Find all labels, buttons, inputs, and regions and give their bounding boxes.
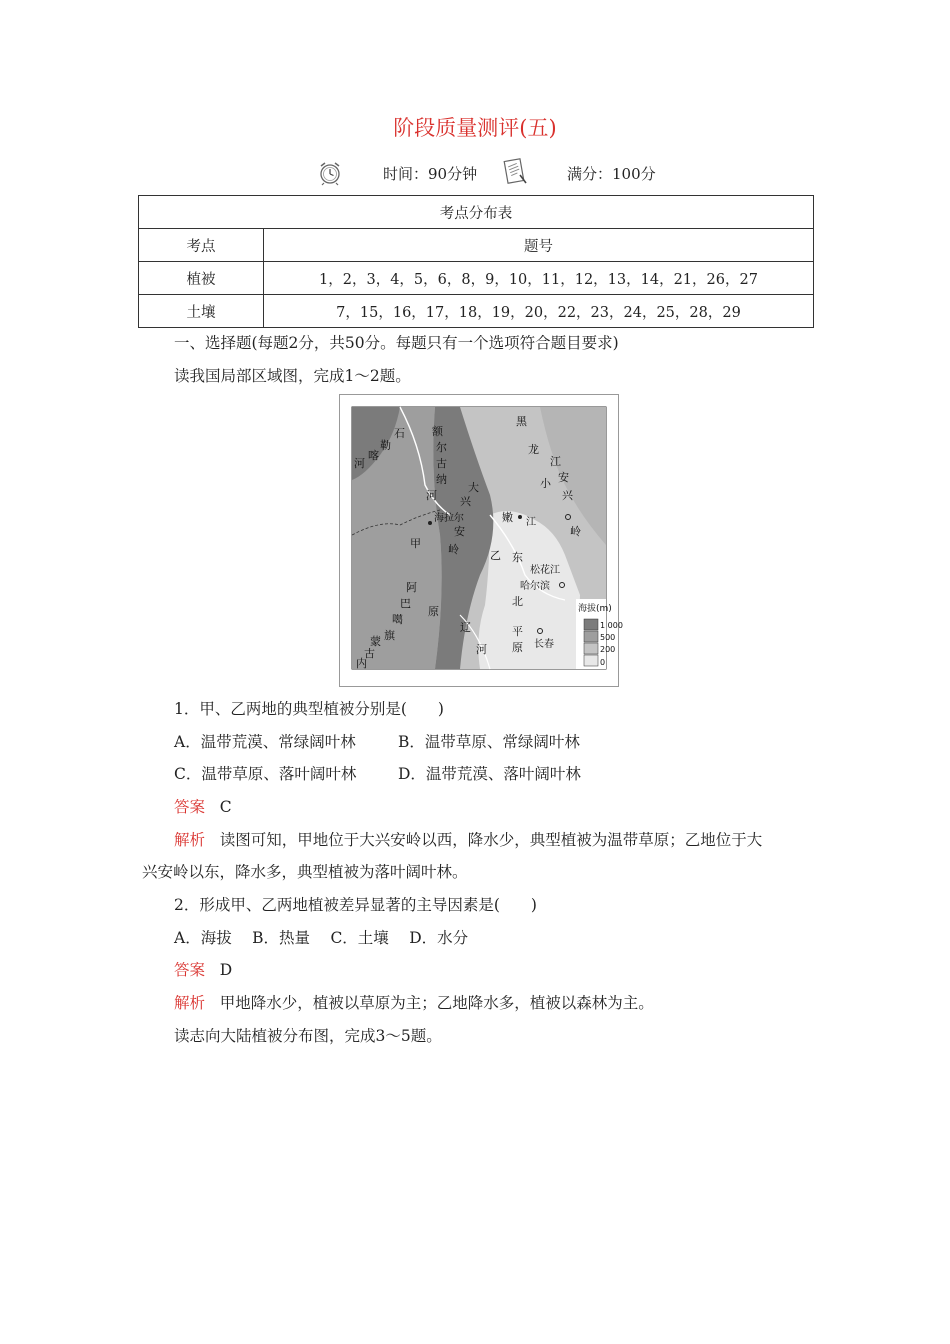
question-2-stem: 2．形成甲、乙两地植被差异显著的主导因素是( )	[174, 896, 537, 914]
map-label: 安	[454, 525, 465, 538]
q1-analysis	[174, 828, 762, 850]
q1-option-c: C．温带草原、落叶阔叶林	[174, 765, 357, 783]
map-label: 安	[558, 471, 569, 484]
map-label: 嫩	[502, 511, 513, 524]
header-topic: 考点	[139, 229, 264, 262]
legend-title: 海拔(m)	[578, 604, 612, 614]
map-label: 甲	[410, 537, 421, 550]
row-topic: 土壤	[139, 295, 264, 328]
analysis-text: 甲地降水少，植被以草原为主；乙地降水多，植被以森林为主。	[219, 994, 654, 1012]
alarm-clock-icon	[318, 160, 342, 186]
intro-text-2: 读志向大陆植被分布图，完成3～5题。	[174, 1027, 442, 1045]
map-label: 噶	[392, 613, 403, 626]
table-row	[139, 295, 814, 328]
map-label: 海拉尔	[434, 513, 464, 524]
map-label: 原	[512, 641, 523, 654]
map-label: 龙	[528, 443, 539, 456]
map-label: 石	[394, 427, 405, 440]
question-1-stem: 1．甲、乙两地的典型植被分别是( )	[174, 700, 444, 718]
row-items: 7，15，16，17，18，19，20，22，23，24，25，28，29	[264, 295, 814, 328]
row-items: 1，2，3，4，5，6，8，9，10，11，12，13，14，21，26，27	[264, 262, 814, 295]
map-label: 巴	[400, 597, 411, 610]
legend-item: 500	[600, 633, 616, 642]
map-label: 长春	[534, 639, 554, 650]
q1-option-b: B．温带草原、常绿阔叶林	[398, 733, 580, 751]
section-heading: 一、选择题(每题2分，共50分。每题只有一个选项符合题目要求)	[174, 334, 619, 352]
exam-paper-icon	[502, 158, 528, 186]
legend-item: 0	[600, 658, 606, 667]
map-label: 岭	[570, 525, 581, 538]
exam-score: 满分：100分	[567, 165, 656, 183]
analysis-label: 解析	[174, 831, 206, 849]
map-label: 旗	[384, 629, 395, 642]
map-label: 哈尔滨	[520, 581, 550, 592]
answer-value: C	[219, 798, 232, 816]
legend-item: 200	[600, 645, 616, 654]
q2-options: A．海拔 B．热量 C．土壤 D．水分	[174, 929, 469, 947]
map-label: 兴	[562, 489, 573, 502]
map-label: 古	[364, 647, 375, 660]
legend-item: 1 000	[600, 621, 623, 630]
map-label: 平	[512, 625, 523, 638]
map-label: 黑	[516, 415, 527, 428]
topic-distribution-table	[138, 195, 814, 328]
map-label: 岭	[448, 543, 459, 556]
map-label: 古	[436, 457, 447, 470]
map-label: 北	[512, 595, 523, 608]
answer-label: 答案	[174, 961, 206, 979]
answer-label: 答案	[174, 798, 206, 816]
q1-answer	[174, 795, 232, 817]
map-label: 阿	[406, 581, 417, 594]
header-items: 题号	[264, 229, 814, 262]
q1-option-a: A．温带荒漠、常绿阔叶林	[174, 733, 356, 751]
map-label: 喀	[368, 449, 379, 462]
q1-analysis-cont: 兴安岭以东，降水多，典型植被为落叶阔叶林。	[142, 863, 468, 881]
intro-text: 读我国局部区域图，完成1～2题。	[174, 367, 411, 385]
map-label: 蒙	[370, 635, 381, 648]
map-label: 松花江	[530, 565, 560, 576]
page-title: 阶段质量测评(五)	[393, 116, 557, 140]
table-row	[139, 262, 814, 295]
map-label: 东	[512, 551, 523, 564]
map-label: 内	[356, 657, 367, 670]
map-label: 江	[526, 517, 536, 528]
analysis-text: 读图可知，甲地位于大兴安岭以西，降水少，典型植被为温带草原；乙地位于大	[219, 831, 763, 849]
map-label: 兴	[460, 495, 471, 508]
map-label: 大	[468, 481, 479, 494]
exam-meta	[0, 158, 950, 188]
map-label: 河	[476, 643, 487, 656]
map-label: 原	[428, 605, 439, 618]
table-caption: 考点分布表	[139, 196, 814, 229]
map-label: 小	[540, 477, 551, 490]
map-label: 江	[550, 455, 561, 468]
q1-option-d: D．温带荒漠、落叶阔叶林	[398, 765, 581, 783]
map-label: 河	[426, 489, 437, 502]
map-label: 尔	[436, 441, 447, 454]
map-label: 纳	[436, 473, 447, 486]
answer-value: D	[219, 961, 233, 979]
exam-time: 时间：90分钟	[383, 165, 478, 183]
analysis-label: 解析	[174, 994, 206, 1012]
map-label: 乙	[490, 549, 501, 562]
map-label: 辽	[460, 621, 471, 634]
map-label: 额	[432, 425, 443, 438]
row-topic: 植被	[139, 262, 264, 295]
region-map	[339, 394, 623, 687]
q2-analysis	[174, 991, 654, 1013]
map-label: 河	[354, 457, 365, 470]
q2-answer	[174, 958, 232, 980]
map-label: 勒	[380, 439, 391, 452]
